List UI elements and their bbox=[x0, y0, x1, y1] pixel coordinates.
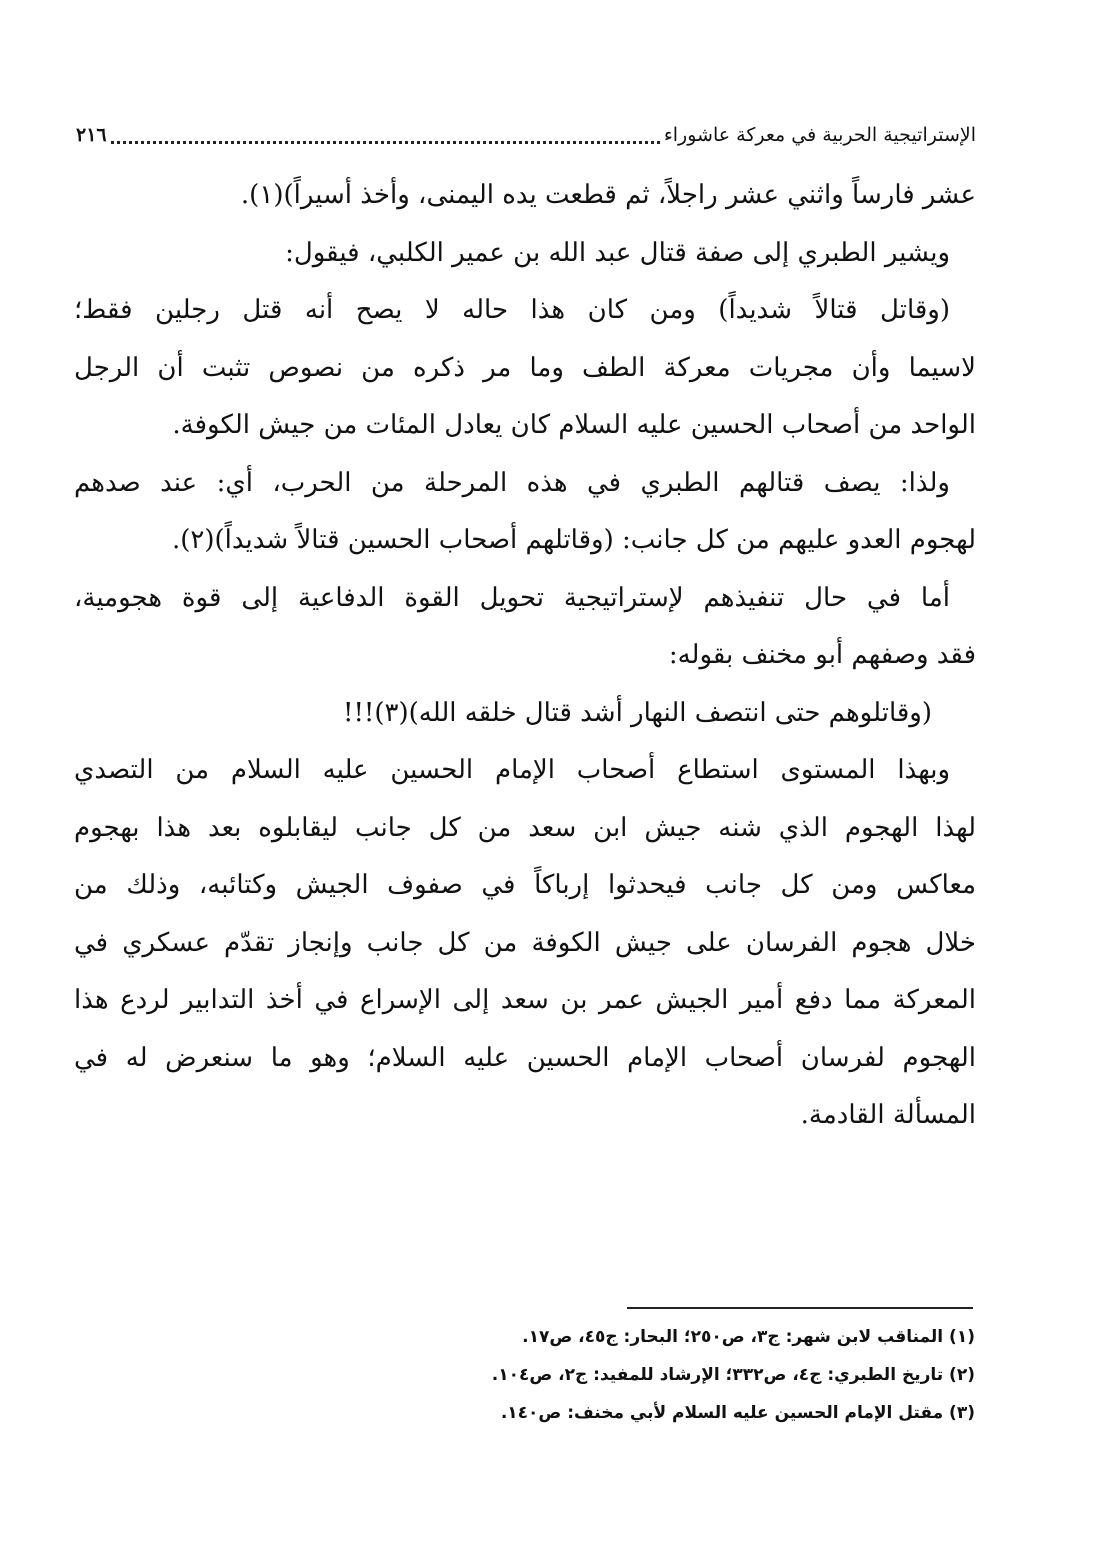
text-line: المعركة مما دفع أمير الجيش عمر بن سعد إلى الإسراع في أخذ التدابير لردع هذا bbox=[74, 985, 976, 1015]
footnote-separator bbox=[627, 1307, 973, 1309]
text-line: لاسيما وأن مجريات معركة الطف وما مر ذكره من نصوص تثبت أن الرجل bbox=[74, 352, 976, 383]
text-line: ويشير الطبري إلى صفة قتال عبد الله بن عمير الكلبي، فيقول: bbox=[285, 237, 950, 268]
text-line: (وقاتلوهم حتى انتصف النهار أشد قتال خلقه الله)(٣)!!! bbox=[343, 697, 932, 728]
text-line: وبهذا المستوى استطاع أصحاب الإمام الحسين عليه السلام من التصدي bbox=[74, 755, 950, 785]
footnote-3: (٣) مقتل الإمام الحسين عليه السلام لأبي مخنف: ص١٤٠. bbox=[500, 1403, 975, 1423]
text-line: (وقاتل قتالاً شديداً) ومن كان هذا حاله لا يصح أنه قتل رجلين فقط؛ bbox=[74, 295, 950, 325]
footnote-1: (١) المناقب لابن شهر: ج٣، ص٢٥٠؛ البحار: ج٤٥، ص١٧. bbox=[522, 1327, 975, 1347]
dotted-leader bbox=[111, 141, 660, 144]
page-number: ٢١٦ bbox=[76, 124, 107, 146]
text-line: لهجوم العدو عليهم من كل جانب: (وقاتلهم أصحاب الحسين قتالاً شديداً)(٢). bbox=[172, 525, 976, 555]
text-line: لهذا الهجوم الذي شنه جيش ابن سعد من كل جانب ليقابلوه بعد هذا بهجوم bbox=[74, 812, 976, 843]
body-text bbox=[74, 167, 976, 1145]
text-line: الواحد من أصحاب الحسين عليه السلام كان يعادل المئات من جيش الكوفة. bbox=[172, 410, 976, 440]
footnote-2: (٢) تاريخ الطبري: ج٤، ص٣٣٢؛ الإرشاد للمفيد: ج٢، ص١٠٤. bbox=[491, 1365, 975, 1385]
text-line: خلال هجوم الفرسان على جيش الكوفة من كل جانب وإنجاز تقدّم عسكري في bbox=[74, 927, 976, 958]
text-line: الهجوم لفرسان أصحاب الإمام الحسين عليه السلام؛ وهو ما سنعرض له في bbox=[74, 1042, 976, 1073]
text-line: المسألة القادمة. bbox=[800, 1100, 976, 1130]
running-header-title: الإستراتيجية الحربية في معركة عاشوراء bbox=[663, 124, 976, 146]
text-line: ولذا: يصف قتالهم الطبري في هذه المرحلة من الحرب، أي: عند صدهم bbox=[74, 467, 950, 498]
text-line: عشر فارساً واثني عشر راجلاً، ثم قطعت يده اليمنى، وأخذ أسيراً)(١). bbox=[240, 180, 976, 210]
text-line: معاكس ومن كل جانب فيحدثوا إرباكاً في صفوف الجيش وكتائبه، وذلك من bbox=[74, 870, 976, 900]
text-line: فقد وصفهم أبو مخنف بقوله: bbox=[668, 640, 976, 670]
text-line: أما في حال تنفيذهم لإستراتيجية تحويل القوة الدفاعية إلى قوة هجومية، bbox=[74, 582, 950, 613]
footnotes bbox=[200, 1318, 975, 1432]
running-header bbox=[72, 118, 976, 152]
